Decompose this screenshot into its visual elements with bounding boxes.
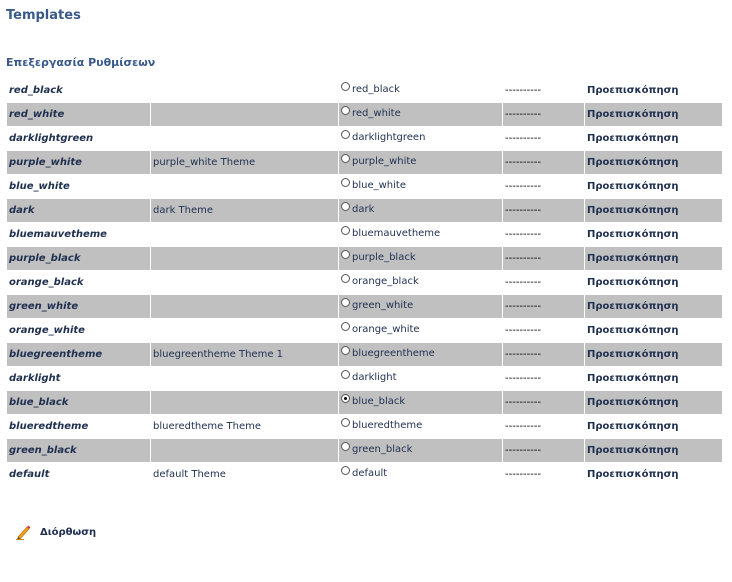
template-name: bluegreentheme — [7, 343, 151, 367]
template-name: orange_black — [7, 271, 151, 295]
template-radio-option[interactable] — [341, 300, 413, 311]
template-description: purple_white Theme — [151, 151, 339, 175]
template-select-cell — [339, 151, 503, 175]
table-row — [7, 103, 723, 127]
table-row — [7, 295, 723, 319]
preview-link[interactable]: Προεπισκόπηση — [585, 199, 723, 223]
preview-link[interactable]: Προεπισκόπηση — [585, 391, 723, 415]
template-radio[interactable] — [341, 274, 350, 283]
template-select-cell — [339, 79, 503, 103]
template-name: dark — [7, 199, 151, 223]
table-row — [7, 391, 723, 415]
preview-link[interactable]: Προεπισκόπηση — [585, 343, 723, 367]
table-row — [7, 319, 723, 343]
template-radio[interactable] — [341, 202, 350, 211]
template-description — [151, 391, 339, 415]
template-placeholder: ---------- — [503, 79, 585, 103]
template-select-cell — [339, 439, 503, 463]
template-name: blueredtheme — [7, 415, 151, 439]
edit-label: Διόρθωση — [40, 526, 97, 538]
template-placeholder: ---------- — [503, 103, 585, 127]
template-select-cell — [339, 103, 503, 127]
template-radio[interactable] — [341, 154, 350, 163]
preview-link[interactable]: Προεπισκόπηση — [585, 295, 723, 319]
table-row — [7, 415, 723, 439]
preview-link[interactable]: Προεπισκόπηση — [585, 223, 723, 247]
template-select-cell — [339, 295, 503, 319]
template-radio[interactable] — [341, 250, 350, 259]
preview-link[interactable]: Προεπισκόπηση — [585, 319, 723, 343]
template-description — [151, 175, 339, 199]
template-placeholder: ---------- — [503, 367, 585, 391]
template-radio-label: purple_black — [352, 251, 416, 263]
template-radio-option[interactable] — [341, 468, 387, 479]
template-radio[interactable] — [341, 418, 350, 427]
template-radio-option[interactable] — [341, 372, 397, 383]
table-row — [7, 439, 723, 463]
template-placeholder: ---------- — [503, 319, 585, 343]
template-name: green_black — [7, 439, 151, 463]
preview-link[interactable]: Προεπισκόπηση — [585, 463, 723, 487]
section-title: Επεξεργασία Ρυθμίσεων — [6, 56, 156, 69]
template-placeholder: ---------- — [503, 199, 585, 223]
template-description — [151, 319, 339, 343]
template-description — [151, 127, 339, 151]
template-radio-label: darklightgreen — [352, 131, 426, 143]
template-radio-label: blue_white — [352, 179, 406, 191]
preview-link[interactable]: Προεπισκόπηση — [585, 247, 723, 271]
template-radio-option[interactable] — [341, 108, 401, 119]
template-name: purple_white — [7, 151, 151, 175]
template-placeholder: ---------- — [503, 271, 585, 295]
preview-link[interactable]: Προεπισκόπηση — [585, 79, 723, 103]
table-row — [7, 79, 723, 103]
template-radio-option[interactable] — [341, 444, 412, 455]
template-radio-option[interactable] — [341, 348, 435, 359]
template-description — [151, 439, 339, 463]
template-description — [151, 247, 339, 271]
template-radio[interactable] — [341, 322, 350, 331]
preview-link[interactable]: Προεπισκόπηση — [585, 175, 723, 199]
template-radio-label: green_black — [352, 443, 413, 455]
template-placeholder: ---------- — [503, 127, 585, 151]
template-placeholder: ---------- — [503, 439, 585, 463]
template-radio-option[interactable] — [341, 396, 405, 407]
template-name: red_black — [7, 79, 151, 103]
template-radio-option[interactable] — [341, 156, 416, 167]
template-select-cell — [339, 463, 503, 487]
template-radio-label: bluegreentheme — [352, 347, 435, 359]
table-row — [7, 175, 723, 199]
template-radio-option[interactable] — [341, 252, 416, 263]
templates-table — [6, 78, 723, 487]
template-name: purple_black — [7, 247, 151, 271]
template-radio[interactable] — [341, 106, 350, 115]
template-placeholder: ---------- — [503, 175, 585, 199]
table-row — [7, 151, 723, 175]
template-description: default Theme — [151, 463, 339, 487]
template-radio[interactable] — [341, 130, 350, 139]
template-description — [151, 367, 339, 391]
edit-link[interactable] — [14, 524, 96, 540]
table-row — [7, 127, 723, 151]
template-placeholder: ---------- — [503, 151, 585, 175]
template-description — [151, 271, 339, 295]
template-radio-option[interactable] — [341, 204, 374, 215]
preview-link[interactable]: Προεπισκόπηση — [585, 439, 723, 463]
template-placeholder: ---------- — [503, 223, 585, 247]
template-radio-option[interactable] — [341, 84, 400, 95]
template-radio[interactable] — [341, 82, 350, 91]
template-name: darklight — [7, 367, 151, 391]
template-radio[interactable] — [341, 466, 350, 475]
table-row — [7, 199, 723, 223]
template-select-cell — [339, 319, 503, 343]
template-description — [151, 223, 339, 247]
template-radio-label: orange_white — [352, 323, 420, 335]
template-select-cell — [339, 199, 503, 223]
pencil-icon — [14, 524, 32, 540]
template-placeholder: ---------- — [503, 463, 585, 487]
template-radio-label: red_black — [352, 83, 400, 95]
template-name: bluemauvetheme — [7, 223, 151, 247]
table-row — [7, 271, 723, 295]
template-radio-label: blue_black — [352, 395, 406, 407]
template-radio[interactable] — [341, 442, 350, 451]
table-row — [7, 247, 723, 271]
template-radio-label: dark — [352, 203, 375, 215]
template-radio[interactable] — [341, 298, 350, 307]
template-radio-label: red_white — [352, 107, 401, 119]
template-select-cell — [339, 367, 503, 391]
template-description: bluegreentheme Theme 1 — [151, 343, 339, 367]
template-radio[interactable] — [341, 178, 350, 187]
template-select-cell — [339, 127, 503, 151]
template-name: blue_white — [7, 175, 151, 199]
table-row — [7, 223, 723, 247]
preview-link[interactable]: Προεπισκόπηση — [585, 127, 723, 151]
template-select-cell — [339, 391, 503, 415]
template-description — [151, 79, 339, 103]
template-radio-label: purple_white — [352, 155, 417, 167]
template-radio-label: orange_black — [352, 275, 419, 287]
template-description — [151, 295, 339, 319]
template-placeholder: ---------- — [503, 415, 585, 439]
template-name: red_white — [7, 103, 151, 127]
table-row — [7, 343, 723, 367]
template-radio-option[interactable] — [341, 132, 425, 143]
template-select-cell — [339, 223, 503, 247]
table-row — [7, 367, 723, 391]
template-description: blueredtheme Theme — [151, 415, 339, 439]
template-radio[interactable] — [341, 346, 350, 355]
template-description: dark Theme — [151, 199, 339, 223]
preview-link[interactable]: Προεπισκόπηση — [585, 103, 723, 127]
template-name: orange_white — [7, 319, 151, 343]
template-select-cell — [339, 175, 503, 199]
template-placeholder: ---------- — [503, 247, 585, 271]
template-radio-label: bluemauvetheme — [352, 227, 441, 239]
template-description — [151, 103, 339, 127]
template-radio[interactable] — [341, 394, 350, 403]
template-radio-label: blueredtheme — [352, 419, 423, 431]
template-placeholder: ---------- — [503, 391, 585, 415]
template-select-cell — [339, 247, 503, 271]
template-radio-option[interactable] — [341, 276, 419, 287]
template-name: green_white — [7, 295, 151, 319]
template-select-cell — [339, 343, 503, 367]
template-select-cell — [339, 415, 503, 439]
template-name: darklightgreen — [7, 127, 151, 151]
template-name: default — [7, 463, 151, 487]
template-placeholder: ---------- — [503, 343, 585, 367]
template-radio-option[interactable] — [341, 228, 440, 239]
preview-link[interactable]: Προεπισκόπηση — [585, 415, 723, 439]
table-row — [7, 463, 723, 487]
template-radio-label: default — [352, 467, 388, 479]
preview-link[interactable]: Προεπισκόπηση — [585, 271, 723, 295]
template-radio[interactable] — [341, 370, 350, 379]
template-select-cell — [339, 271, 503, 295]
preview-link[interactable]: Προεπισκόπηση — [585, 151, 723, 175]
template-radio-option[interactable] — [341, 420, 422, 431]
page-title: Templates — [6, 8, 81, 23]
template-radio-option[interactable] — [341, 180, 406, 191]
preview-link[interactable]: Προεπισκόπηση — [585, 367, 723, 391]
template-placeholder: ---------- — [503, 295, 585, 319]
template-name: blue_black — [7, 391, 151, 415]
template-radio-label: darklight — [352, 371, 397, 383]
template-radio-label: green_white — [352, 299, 414, 311]
template-radio[interactable] — [341, 226, 350, 235]
template-radio-option[interactable] — [341, 324, 420, 335]
